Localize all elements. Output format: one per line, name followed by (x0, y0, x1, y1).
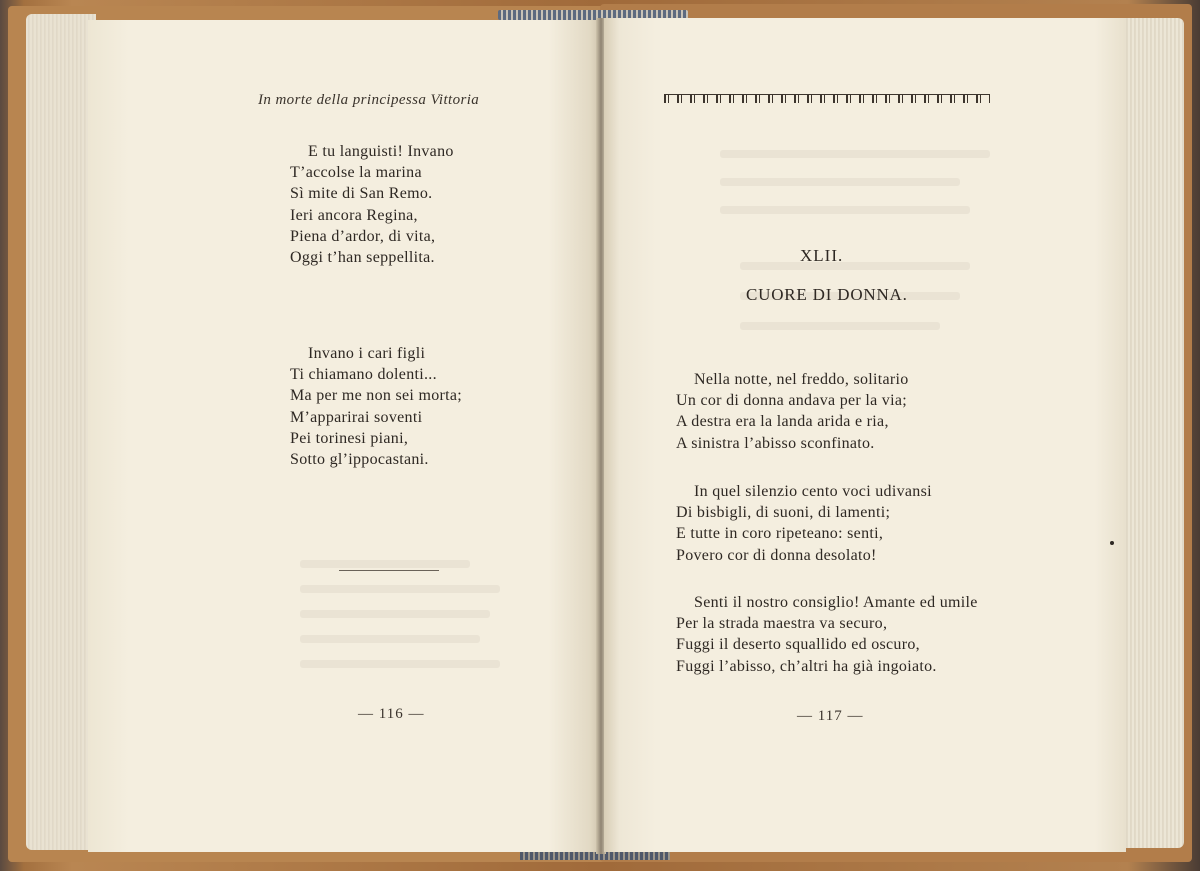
show-through (300, 660, 500, 668)
verse-line: Fuggi il deserto squallido ed oscuro, (676, 636, 920, 654)
verse-line: Un cor di donna andava per la via; (676, 392, 908, 410)
verse-line: Nella notte, nel freddo, solitario (694, 371, 909, 388)
ink-speck (1110, 541, 1114, 545)
verse-line: Sotto gl’ippocastani. (290, 451, 429, 469)
verse-line: In quel silenzio cento voci udivansi (694, 483, 932, 500)
spine-tailband (520, 852, 670, 860)
verse-line: Piena d’ardor, di vita, (290, 227, 436, 245)
section-rule (339, 570, 439, 571)
verse-line: Povero cor di donna desolato! (676, 546, 877, 564)
left-stanza-1 (290, 141, 454, 268)
page-number-right: — 117 — (797, 708, 864, 724)
right-stanza-2 (676, 481, 932, 566)
right-stanza-1 (676, 369, 909, 454)
verse-line: Sì mite di San Remo. (290, 185, 433, 203)
running-head: In morte della principessa Vittoria (258, 92, 480, 108)
show-through (300, 560, 470, 568)
verse-line: Ma per me non sei morta; (290, 387, 463, 405)
ornamental-band (664, 94, 990, 103)
verse-line: Oggi t’han seppellita. (290, 249, 435, 267)
left-stanza-2 (290, 343, 462, 470)
show-through (740, 322, 940, 330)
verse-line: T’accolse la marina (290, 164, 422, 182)
show-through (300, 585, 500, 593)
verse-line: Ieri ancora Regina, (290, 206, 418, 224)
show-through (300, 635, 480, 643)
verse-line: Di bisbigli, di suoni, di lamenti; (676, 504, 891, 522)
left-page-edges (26, 14, 96, 850)
verse-line: Ti chiamano dolenti... (290, 366, 437, 384)
verse-line: Invano i cari figli (308, 345, 426, 362)
page-number-left: — 116 — (358, 706, 425, 722)
verse-line: Fuggi l’abisso, ch’altri ha già ingoiato. (676, 657, 937, 675)
verse-line: M’apparirai soventi (290, 408, 423, 426)
show-through (740, 262, 970, 270)
verse-line: A sinistra l’abisso sconfinato. (676, 434, 875, 452)
verse-line: E tu languisti! Invano (308, 143, 454, 160)
verse-line: E tutte in coro ripeteano: senti, (676, 525, 884, 543)
poem-title: CUORE DI DONNA. (746, 285, 908, 304)
verse-line: Per la strada maestra va securo, (676, 615, 888, 633)
verse-line: A destra era la landa arida e ria, (676, 413, 889, 431)
show-through (720, 150, 990, 158)
verse-line: Pei torinesi piani, (290, 429, 409, 447)
show-through (720, 178, 960, 186)
poem-number: XLII. (800, 246, 844, 265)
right-stanza-3 (676, 592, 978, 677)
show-through (300, 610, 490, 618)
show-through (720, 206, 970, 214)
verse-line: Senti il nostro consiglio! Amante ed umile (694, 594, 978, 611)
